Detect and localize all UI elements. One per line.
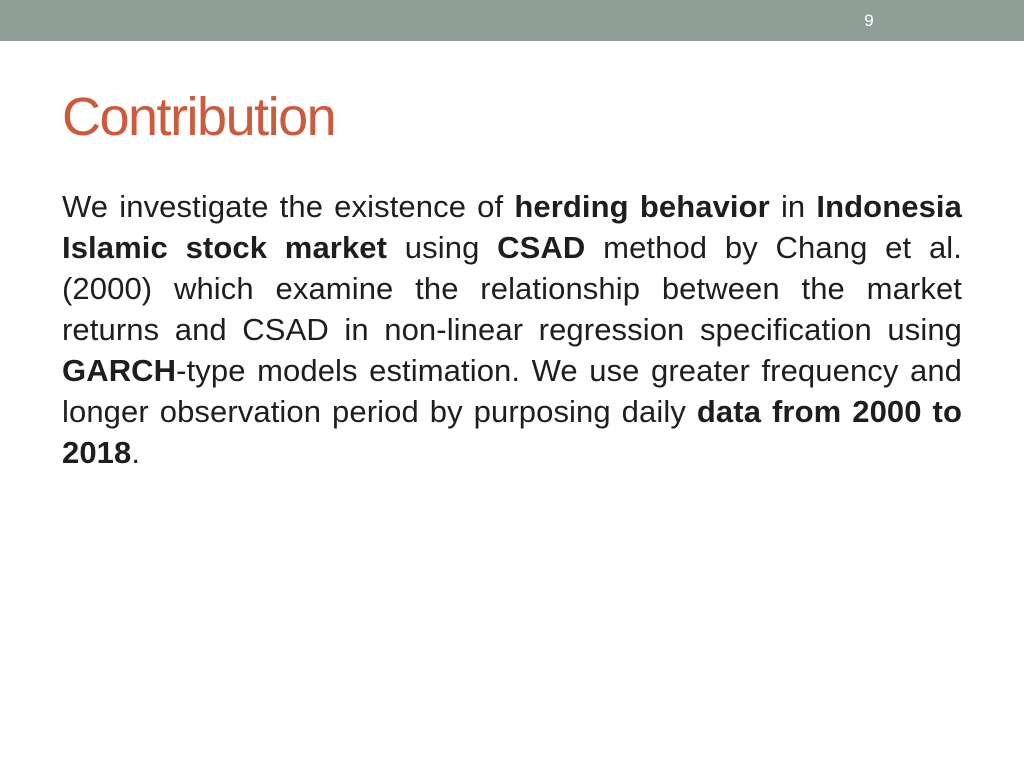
text-segment: We investigate the existence of	[62, 189, 515, 224]
bold-text-segment: CSAD	[497, 230, 586, 265]
text-segment: -type models estimation. We use greater frequency and longer observation period by purposing daily	[62, 353, 962, 429]
bold-text-segment: data from 2000 to 2018	[62, 394, 962, 470]
slide-number: 9	[864, 11, 874, 30]
text-segment: in	[769, 189, 817, 224]
header-bar	[0, 0, 1024, 41]
bold-text-segment: GARCH	[62, 353, 177, 388]
body-paragraph	[62, 186, 962, 473]
text-segment: method by Chang et al. (2000) which examine the relationship between the market returns and CSAD in non-linear regression specification using	[62, 230, 962, 347]
slide-title: Contribution	[62, 87, 336, 147]
text-segment: .	[131, 435, 141, 470]
text-segment: using	[387, 230, 498, 265]
bold-text-segment: Indonesia Islamic stock market	[62, 189, 962, 265]
bold-text-segment: herding behavior	[514, 189, 770, 224]
